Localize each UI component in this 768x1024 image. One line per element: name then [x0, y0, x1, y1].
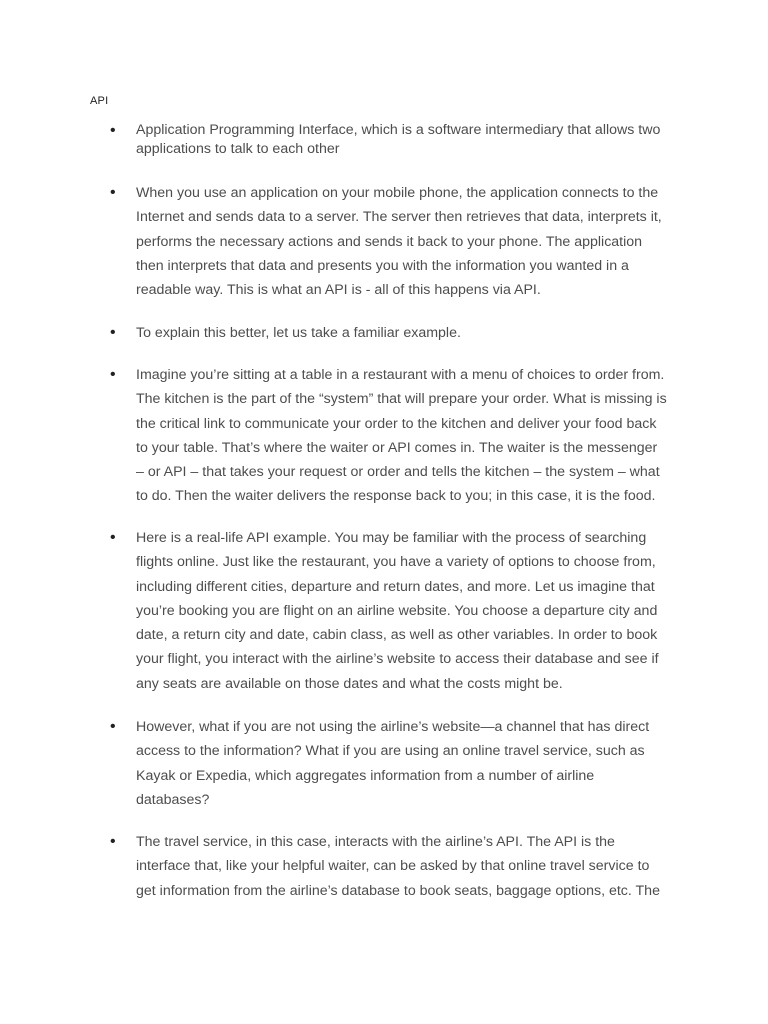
text-line: your flight, you interact with the airline’s website to access their database and see if — [136, 651, 659, 668]
text-line: get information from the airline’s database to book seats, baggage options, etc. The — [136, 882, 660, 899]
bullet-dot-icon: • — [110, 122, 116, 139]
bullet-text — [136, 321, 682, 345]
text-line: applications to talk to each other — [136, 141, 340, 157]
text-line: Internet and sends data to a server. The server then retrieves that data, interprets it, — [136, 209, 662, 226]
text-line: flights online. Just like the restaurant, you have a variety of options to choose from, — [136, 554, 656, 571]
text-line: Imagine you’re sitting at a table in a restaurant with a menu of choices to order from. — [136, 367, 665, 383]
bullet-dot-icon: • — [110, 718, 116, 735]
text-line: to your table. That’s where the waiter or API comes in. The waiter is the messenger — [136, 439, 658, 456]
bullet-text — [136, 715, 682, 812]
bullet-text — [136, 830, 682, 903]
text-line: Kayak or Expedia, which aggregates information from a number of airline — [136, 767, 595, 784]
text-line: then interprets that data and presents you with the information you wanted in a — [136, 257, 629, 274]
text-line: access to the information? What if you are using an online travel service, such as — [136, 743, 645, 760]
bullet-dot-icon: • — [110, 366, 116, 383]
document-heading: API — [90, 95, 109, 107]
text-line: Here is a real-life API example. You may be familiar with the process of searching — [136, 530, 647, 546]
bullet-dot-icon: • — [110, 324, 116, 341]
bullet-dot-icon: • — [110, 184, 116, 201]
text-line: any seats are available on those dates and what the costs might be. — [136, 675, 563, 692]
text-line: date, a return city and date, cabin class, as well as other variables. In order to book — [136, 627, 658, 644]
text-line: Application Programming Interface, which is a software intermediary that allows two — [136, 122, 661, 138]
text-line: interface that, like your helpful waiter, can be asked by that online travel service to — [136, 858, 650, 875]
bullet-text — [136, 181, 682, 302]
text-line: However, what if you are not using the airline’s website—a channel that has direct — [136, 719, 650, 735]
text-line: The travel service, in this case, interacts with the airline’s API. The API is the — [136, 834, 615, 850]
text-line: performs the necessary actions and sends it back to your phone. The application — [136, 233, 643, 250]
bullet-dot-icon: • — [110, 529, 116, 546]
bullet-text — [136, 121, 682, 159]
text-line: To explain this better, let us take a familiar example. — [136, 325, 461, 341]
text-line: to do. Then the waiter delivers the response back to you; in this case, it is the food. — [136, 488, 656, 505]
bullet-dot-icon: • — [110, 833, 116, 850]
text-line: readable way. This is what an API is - all of this happens via API. — [136, 282, 541, 299]
bullet-text — [136, 526, 682, 696]
text-line: – or API – that takes your request or order and tells the kitchen – the system – what — [136, 464, 660, 481]
bullet-text — [136, 363, 682, 509]
text-line: The kitchen is the part of the “system” that will prepare your order. What is missing is — [136, 391, 667, 408]
text-line: the critical link to communicate your order to the kitchen and deliver your food back — [136, 415, 657, 432]
text-line: databases? — [136, 791, 210, 808]
text-line: you’re booking you are flight on an airline website. You choose a departure city and — [136, 602, 658, 619]
text-line: including different cities, departure and return dates, and more. Let us imagine that — [136, 578, 655, 595]
text-line: When you use an application on your mobile phone, the application connects to the — [136, 185, 659, 201]
